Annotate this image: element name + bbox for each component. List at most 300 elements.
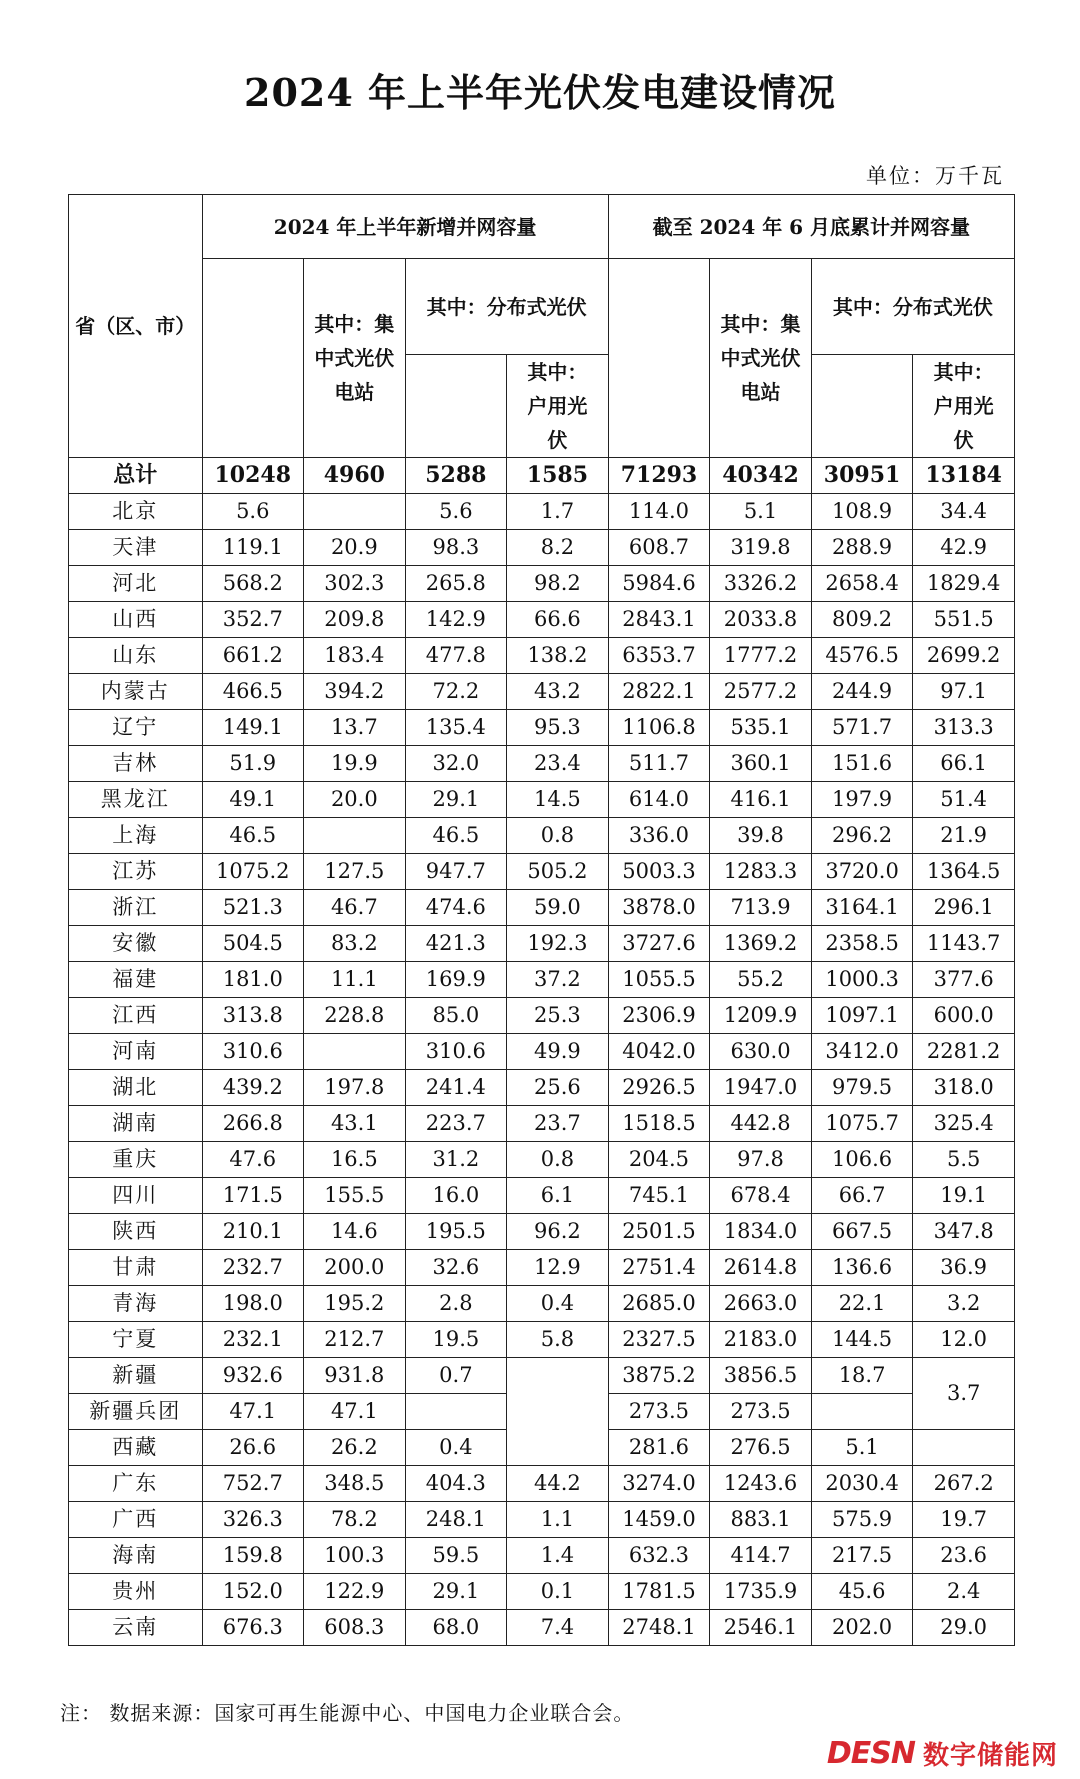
table-cell: 66.1 [913, 746, 1015, 782]
table-cell: 16.5 [304, 1142, 406, 1178]
table-cell: 0.7 [405, 1358, 507, 1394]
table-cell: 883.1 [710, 1502, 812, 1538]
table-cell: 241.4 [405, 1070, 507, 1106]
table-cell: 319.8 [710, 530, 812, 566]
table-cell: 667.5 [811, 1214, 913, 1250]
header-row-2 [69, 259, 1015, 355]
table-cell: 23.4 [507, 746, 609, 782]
table-cell: 49.9 [507, 1034, 609, 1070]
table-cell: 202.0 [811, 1610, 913, 1646]
province-name: 吉林 [69, 746, 203, 782]
table-cell: 1106.8 [608, 710, 710, 746]
table-cell: 2030.4 [811, 1466, 913, 1502]
table-cell: 1.1 [507, 1502, 609, 1538]
province-name: 山西 [69, 602, 203, 638]
table-cell: 296.1 [913, 890, 1015, 926]
table-cell: 3.2 [913, 1286, 1015, 1322]
table-cell: 96.2 [507, 1214, 609, 1250]
table-cell: 3856.5 [710, 1358, 812, 1394]
table-cell: 149.1 [202, 710, 304, 746]
new-household-header: 其中：户用光伏 [507, 355, 609, 458]
logo-mark: DESN [826, 1736, 915, 1771]
table-cell: 171.5 [202, 1178, 304, 1214]
new-centralized-header: 其中：集中式光伏电站 [304, 259, 406, 458]
table-cell: 39.8 [710, 818, 812, 854]
table-cell: 630.0 [710, 1034, 812, 1070]
province-name: 青海 [69, 1286, 203, 1322]
table-row [69, 494, 1015, 530]
table-cell [304, 494, 406, 530]
table-cell: 22.1 [811, 1286, 913, 1322]
table-cell: 13.7 [304, 710, 406, 746]
table-cell: 2033.8 [710, 602, 812, 638]
table-cell: 0.4 [405, 1430, 507, 1466]
table-cell: 3274.0 [608, 1466, 710, 1502]
table-cell: 394.2 [304, 674, 406, 710]
new-distributed-sub-header [405, 355, 507, 458]
table-cell: 600.0 [913, 998, 1015, 1034]
province-name: 湖北 [69, 1070, 203, 1106]
table-cell: 745.1 [608, 1178, 710, 1214]
table-cell: 42.9 [913, 530, 1015, 566]
table-cell: 106.6 [811, 1142, 913, 1178]
table-cell: 2685.0 [608, 1286, 710, 1322]
table-cell: 947.7 [405, 854, 507, 890]
table-cell: 571.7 [811, 710, 913, 746]
table-cell: 632.3 [608, 1538, 710, 1574]
table-cell: 661.2 [202, 638, 304, 674]
table-cell: 713.9 [710, 890, 812, 926]
province-name: 辽宁 [69, 710, 203, 746]
table-cell: 46.7 [304, 890, 406, 926]
table-cell: 228.8 [304, 998, 406, 1034]
table-cell: 281.6 [608, 1430, 710, 1466]
table-cell: 4576.5 [811, 638, 913, 674]
table-cell: 678.4 [710, 1178, 812, 1214]
table-cell: 152.0 [202, 1574, 304, 1610]
table-cell: 248.1 [405, 1502, 507, 1538]
table-cell: 31.2 [405, 1142, 507, 1178]
province-name: 贵州 [69, 1574, 203, 1610]
total-cell: 71293 [608, 458, 710, 494]
province-name: 广西 [69, 1502, 203, 1538]
table-cell: 5.6 [202, 494, 304, 530]
table-cell: 1459.0 [608, 1502, 710, 1538]
table-cell: 192.3 [507, 926, 609, 962]
table-cell: 138.2 [507, 638, 609, 674]
table-cell: 2751.4 [608, 1250, 710, 1286]
table-cell: 16.0 [405, 1178, 507, 1214]
table-cell: 273.5 [608, 1394, 710, 1430]
table-row [69, 1610, 1015, 1646]
table-cell: 0.4 [507, 1286, 609, 1322]
table-cell: 5984.6 [608, 566, 710, 602]
province-name: 四川 [69, 1178, 203, 1214]
table-cell: 442.8 [710, 1106, 812, 1142]
table-cell: 127.5 [304, 854, 406, 890]
table-cell: 14.6 [304, 1214, 406, 1250]
table-cell: 44.2 [507, 1466, 609, 1502]
table-cell: 19.1 [913, 1178, 1015, 1214]
table-cell: 2658.4 [811, 566, 913, 602]
table-cell: 159.8 [202, 1538, 304, 1574]
table-cell: 310.6 [405, 1034, 507, 1070]
table-cell: 217.5 [811, 1538, 913, 1574]
province-name: 北京 [69, 494, 203, 530]
table-cell: 198.0 [202, 1286, 304, 1322]
table-cell: 1243.6 [710, 1466, 812, 1502]
table-cell: 23.7 [507, 1106, 609, 1142]
table-cell: 5.6 [405, 494, 507, 530]
cum-total-header [608, 259, 710, 458]
table-cell: 66.6 [507, 602, 609, 638]
pv-capacity-table [68, 194, 1015, 1646]
table-cell: 136.6 [811, 1250, 913, 1286]
table-cell: 47.6 [202, 1142, 304, 1178]
province-name: 西藏 [69, 1430, 203, 1466]
table-row [69, 1070, 1015, 1106]
unit-label: 单位：万千瓦 [866, 164, 1004, 188]
table-cell: 614.0 [608, 782, 710, 818]
province-name: 浙江 [69, 890, 203, 926]
table-row [69, 1250, 1015, 1286]
table-row [69, 746, 1015, 782]
table-cell: 568.2 [202, 566, 304, 602]
table-cell: 1947.0 [710, 1070, 812, 1106]
table-cell: 3412.0 [811, 1034, 913, 1070]
table-cell: 2577.2 [710, 674, 812, 710]
total-cell: 1585 [507, 458, 609, 494]
table-row [69, 674, 1015, 710]
table-cell: 4042.0 [608, 1034, 710, 1070]
table-cell [913, 1430, 1015, 1466]
header-row-1 [69, 195, 1015, 259]
table-cell: 1735.9 [710, 1574, 812, 1610]
table-cell: 5003.3 [608, 854, 710, 890]
table-cell: 931.8 [304, 1358, 406, 1394]
total-cell: 5288 [405, 458, 507, 494]
table-cell: 210.1 [202, 1214, 304, 1250]
table-cell: 5.8 [507, 1322, 609, 1358]
total-cell: 4960 [304, 458, 406, 494]
province-header: 省（区、市） [69, 195, 203, 458]
table-cell: 59.0 [507, 890, 609, 926]
table-cell: 575.9 [811, 1502, 913, 1538]
table-cell: 2327.5 [608, 1322, 710, 1358]
cum-distributed-header: 其中：分布式光伏 [811, 259, 1014, 355]
table-cell: 18.7 [811, 1358, 913, 1394]
table-cell: 1209.9 [710, 998, 812, 1034]
cumulative-capacity-header: 截至 2024 年 6 月底累计并网容量 [608, 195, 1014, 259]
table-cell: 100.3 [304, 1538, 406, 1574]
table-cell: 3878.0 [608, 890, 710, 926]
table-cell: 439.2 [202, 1070, 304, 1106]
table-cell: 232.1 [202, 1322, 304, 1358]
table-cell: 144.5 [811, 1322, 913, 1358]
table-cell: 474.6 [405, 890, 507, 926]
province-name: 河南 [69, 1034, 203, 1070]
table-cell: 19.5 [405, 1322, 507, 1358]
table-cell: 2843.1 [608, 602, 710, 638]
table-cell: 1829.4 [913, 566, 1015, 602]
table-row [69, 638, 1015, 674]
total-cell: 13184 [913, 458, 1015, 494]
table-cell: 2501.5 [608, 1214, 710, 1250]
table-cell: 1055.5 [608, 962, 710, 998]
table-cell: 752.7 [202, 1466, 304, 1502]
province-name: 甘肃 [69, 1250, 203, 1286]
table-row [69, 1466, 1015, 1502]
table-row [69, 1034, 1015, 1070]
table-cell [304, 818, 406, 854]
table-cell: 676.3 [202, 1610, 304, 1646]
table-cell: 212.7 [304, 1322, 406, 1358]
table-cell: 318.0 [913, 1070, 1015, 1106]
table-cell: 197.9 [811, 782, 913, 818]
table-cell: 155.5 [304, 1178, 406, 1214]
table-cell: 11.1 [304, 962, 406, 998]
table-cell: 3164.1 [811, 890, 913, 926]
table-cell: 45.6 [811, 1574, 913, 1610]
table-cell: 12.0 [913, 1322, 1015, 1358]
table-cell: 83.2 [304, 926, 406, 962]
table-cell: 29.0 [913, 1610, 1015, 1646]
total-cell: 10248 [202, 458, 304, 494]
table-cell: 232.7 [202, 1250, 304, 1286]
table-cell: 3.7 [913, 1358, 1015, 1430]
table-cell: 19.7 [913, 1502, 1015, 1538]
table-cell: 20.9 [304, 530, 406, 566]
table-cell: 979.5 [811, 1070, 913, 1106]
table-cell: 0.8 [507, 818, 609, 854]
table-cell: 55.2 [710, 962, 812, 998]
table-cell: 3875.2 [608, 1358, 710, 1394]
table-row [69, 1322, 1015, 1358]
table-cell: 98.3 [405, 530, 507, 566]
table-cell: 377.6 [913, 962, 1015, 998]
cum-centralized-header: 其中：集中式光伏电站 [710, 259, 812, 458]
table-cell: 2699.2 [913, 638, 1015, 674]
table-cell: 551.5 [913, 602, 1015, 638]
cum-distributed-sub-header [811, 355, 913, 458]
table-cell [304, 1034, 406, 1070]
table-cell: 37.2 [507, 962, 609, 998]
table-cell: 46.5 [405, 818, 507, 854]
table-cell: 6353.7 [608, 638, 710, 674]
table-cell: 2281.2 [913, 1034, 1015, 1070]
table-cell: 347.8 [913, 1214, 1015, 1250]
new-total-header [202, 259, 304, 458]
table-cell: 97.8 [710, 1142, 812, 1178]
table-cell: 505.2 [507, 854, 609, 890]
table-cell: 59.5 [405, 1538, 507, 1574]
table-cell: 1.7 [507, 494, 609, 530]
table-cell: 2614.8 [710, 1250, 812, 1286]
table-cell: 2926.5 [608, 1070, 710, 1106]
table-cell: 2822.1 [608, 674, 710, 710]
table-cell: 2.4 [913, 1574, 1015, 1610]
table-cell: 288.9 [811, 530, 913, 566]
table-cell: 1369.2 [710, 926, 812, 962]
table-cell: 114.0 [608, 494, 710, 530]
table-row [69, 962, 1015, 998]
table-row [69, 998, 1015, 1034]
table-cell: 78.2 [304, 1502, 406, 1538]
new-capacity-header: 2024 年上半年新增并网容量 [202, 195, 608, 259]
table-cell: 34.4 [913, 494, 1015, 530]
table-cell: 223.7 [405, 1106, 507, 1142]
table-cell: 477.8 [405, 638, 507, 674]
table-row [69, 530, 1015, 566]
table-cell: 1143.7 [913, 926, 1015, 962]
province-name: 湖南 [69, 1106, 203, 1142]
table-cell: 535.1 [710, 710, 812, 746]
province-name: 重庆 [69, 1142, 203, 1178]
table-cell: 151.6 [811, 746, 913, 782]
table-cell: 51.4 [913, 782, 1015, 818]
table-cell: 416.1 [710, 782, 812, 818]
table-cell: 95.3 [507, 710, 609, 746]
table-cell: 108.9 [811, 494, 913, 530]
table-cell: 608.7 [608, 530, 710, 566]
table-cell: 25.3 [507, 998, 609, 1034]
table-cell: 360.1 [710, 746, 812, 782]
province-name: 山东 [69, 638, 203, 674]
table-cell: 1000.3 [811, 962, 913, 998]
table-cell: 336.0 [608, 818, 710, 854]
table-cell: 85.0 [405, 998, 507, 1034]
province-name: 上海 [69, 818, 203, 854]
province-name: 安徽 [69, 926, 203, 962]
total-label: 总计 [69, 458, 203, 494]
table-cell: 310.6 [202, 1034, 304, 1070]
table-cell: 8.2 [507, 530, 609, 566]
table-cell: 14.5 [507, 782, 609, 818]
table-row [69, 710, 1015, 746]
table-cell: 32.6 [405, 1250, 507, 1286]
table-cell: 421.3 [405, 926, 507, 962]
table-cell: 5.1 [710, 494, 812, 530]
table-cell: 23.6 [913, 1538, 1015, 1574]
table-cell: 267.2 [913, 1466, 1015, 1502]
table-cell: 2.8 [405, 1286, 507, 1322]
province-name: 江苏 [69, 854, 203, 890]
table-cell: 1075.7 [811, 1106, 913, 1142]
table-row [69, 1502, 1015, 1538]
province-name: 海南 [69, 1538, 203, 1574]
table-row [69, 1286, 1015, 1322]
logo-text: 数字储能网 [922, 1741, 1058, 1771]
table-cell: 404.3 [405, 1466, 507, 1502]
table-cell: 43.1 [304, 1106, 406, 1142]
table-cell: 26.2 [304, 1430, 406, 1466]
table-cell: 51.9 [202, 746, 304, 782]
table-cell: 265.8 [405, 566, 507, 602]
table-cell: 29.1 [405, 782, 507, 818]
table-cell: 302.3 [304, 566, 406, 602]
table-row [69, 566, 1015, 602]
table-row [69, 854, 1015, 890]
total-cell: 40342 [710, 458, 812, 494]
table-cell: 2306.9 [608, 998, 710, 1034]
table-cell: 325.4 [913, 1106, 1015, 1142]
table-cell: 66.7 [811, 1178, 913, 1214]
table-cell: 68.0 [405, 1610, 507, 1646]
new-distributed-header: 其中：分布式光伏 [405, 259, 608, 355]
table-cell: 0.8 [507, 1142, 609, 1178]
table-row [69, 1106, 1015, 1142]
table-cell: 195.5 [405, 1214, 507, 1250]
table-cell: 1834.0 [710, 1214, 812, 1250]
province-name: 宁夏 [69, 1322, 203, 1358]
table-cell: 521.3 [202, 890, 304, 926]
table-cell: 142.9 [405, 602, 507, 638]
table-cell: 181.0 [202, 962, 304, 998]
table-cell: 414.7 [710, 1538, 812, 1574]
table-cell: 1777.2 [710, 638, 812, 674]
table-cell: 169.9 [405, 962, 507, 998]
table-cell [811, 1394, 913, 1430]
source-note: 注： 数据来源：国家可再生能源中心、中国电力企业联合会。 [60, 1701, 635, 1725]
table-cell: 209.8 [304, 602, 406, 638]
table-cell: 6.1 [507, 1178, 609, 1214]
table-row [69, 818, 1015, 854]
table-cell: 3720.0 [811, 854, 913, 890]
table-cell: 2748.1 [608, 1610, 710, 1646]
page-title: 2024 年上半年光伏发电建设情况 [244, 70, 836, 115]
table-row [69, 890, 1015, 926]
table-cell: 326.3 [202, 1502, 304, 1538]
table-cell: 809.2 [811, 602, 913, 638]
table-row [69, 1574, 1015, 1610]
table-cell [507, 1358, 609, 1466]
watermark-logo [827, 1735, 1058, 1772]
table-cell: 2358.5 [811, 926, 913, 962]
table-cell: 98.2 [507, 566, 609, 602]
province-name: 天津 [69, 530, 203, 566]
table-cell: 12.9 [507, 1250, 609, 1286]
table-row [69, 926, 1015, 962]
table-cell: 608.3 [304, 1610, 406, 1646]
table-cell: 183.4 [304, 638, 406, 674]
table-cell: 1075.2 [202, 854, 304, 890]
province-name: 云南 [69, 1610, 203, 1646]
table-cell: 135.4 [405, 710, 507, 746]
table-cell: 26.6 [202, 1430, 304, 1466]
table-cell: 932.6 [202, 1358, 304, 1394]
table-row [69, 602, 1015, 638]
table-cell: 46.5 [202, 818, 304, 854]
table-cell: 0.1 [507, 1574, 609, 1610]
province-name: 新疆 [69, 1358, 203, 1394]
province-name: 黑龙江 [69, 782, 203, 818]
table-cell: 511.7 [608, 746, 710, 782]
province-name: 福建 [69, 962, 203, 998]
table-cell: 49.1 [202, 782, 304, 818]
province-name: 新疆兵团 [69, 1394, 203, 1430]
province-name: 内蒙古 [69, 674, 203, 710]
table-cell: 47.1 [202, 1394, 304, 1430]
table-cell: 296.2 [811, 818, 913, 854]
table-cell: 276.5 [710, 1430, 812, 1466]
total-cell: 30951 [811, 458, 913, 494]
table-cell: 313.3 [913, 710, 1015, 746]
table-cell: 200.0 [304, 1250, 406, 1286]
table-cell [405, 1394, 507, 1430]
table-cell: 273.5 [710, 1394, 812, 1430]
table-cell: 313.8 [202, 998, 304, 1034]
table-cell: 25.6 [507, 1070, 609, 1106]
